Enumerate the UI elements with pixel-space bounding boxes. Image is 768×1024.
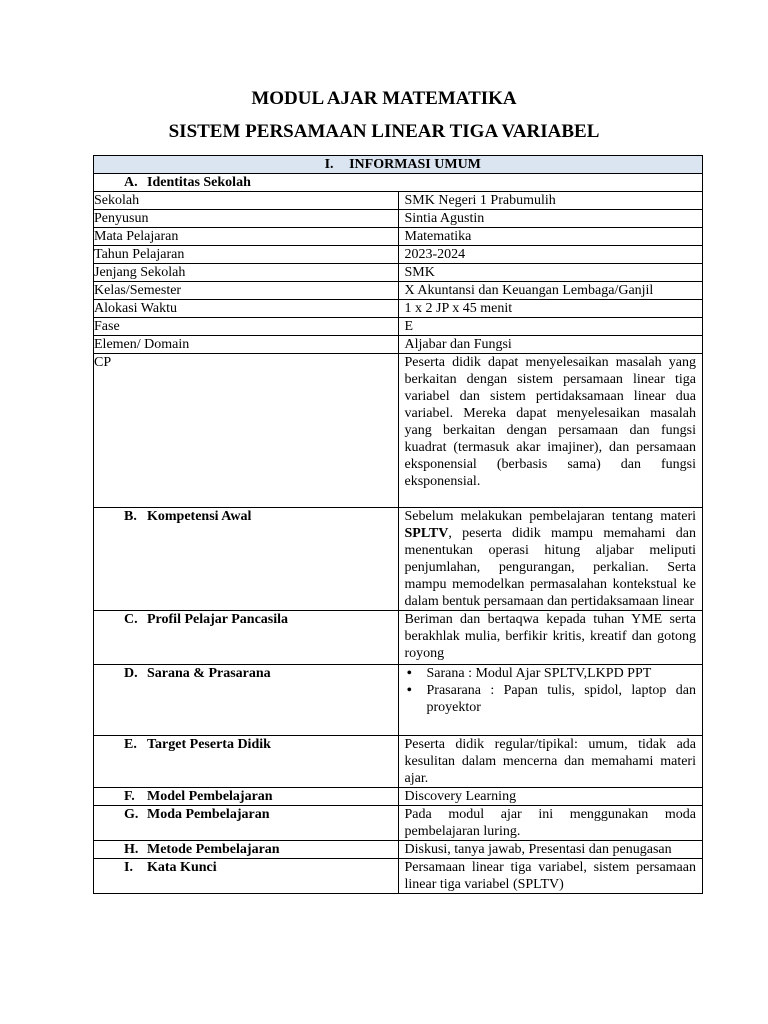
- table-row: [94, 192, 703, 210]
- sarana-list: [405, 665, 697, 716]
- kompetensi-heading: [94, 508, 392, 525]
- moda-letter: G.: [124, 807, 139, 822]
- list-item: • Sarana : Modul Ajar SPLTV,LKPD PPT: [405, 665, 697, 682]
- document-subtitle: SISTEM PERSAMAAN LINEAR TIGA VARIABEL: [168, 121, 600, 142]
- table-row: [94, 246, 703, 264]
- row-label: Fase: [94, 318, 399, 336]
- kata-kunci-letter: I.: [124, 860, 133, 875]
- sarana-heading: [94, 665, 392, 682]
- row-value: SMK: [398, 264, 703, 282]
- profil-row: [94, 611, 703, 665]
- metode-heading: [94, 841, 392, 858]
- table-row: [94, 318, 703, 336]
- kompetensi-row: [94, 508, 703, 611]
- table-row: [94, 228, 703, 246]
- kompetensi-letter: B.: [124, 509, 137, 524]
- model-row: [94, 788, 703, 806]
- identitas-heading: [94, 174, 696, 191]
- model-letter: F.: [124, 789, 135, 804]
- metode-value: Diskusi, tanya jawab, Presentasi dan penugasan: [398, 841, 703, 859]
- sarana-value: [398, 665, 703, 736]
- section-label: INFORMASI UMUM: [349, 157, 481, 172]
- moda-label: Moda Pembelajaran: [147, 807, 270, 822]
- row-label: Sekolah: [94, 192, 399, 210]
- model-label: Model Pembelajaran: [147, 789, 273, 804]
- metode-row: [94, 841, 703, 859]
- profil-label: Profil Pelajar Pancasila: [147, 612, 289, 627]
- row-value: X Akuntansi dan Keuangan Lembaga/Ganjil: [398, 282, 703, 300]
- moda-heading: [94, 806, 392, 823]
- row-label: Elemen/ Domain: [94, 336, 399, 354]
- profil-value: Beriman dan bertaqwa kepada tuhan YME serta berakhlak mulia, berfikir kritis, kreatif dan gotong royong: [398, 611, 703, 665]
- row-label: Tahun Pelajaran: [94, 246, 399, 264]
- row-label: CP: [94, 354, 399, 508]
- row-label: Penyusun: [94, 210, 399, 228]
- target-label: Target Peserta Didik: [147, 737, 271, 752]
- row-label: Mata Pelajaran: [94, 228, 399, 246]
- sarana-label: Sarana & Prasarana: [147, 666, 271, 681]
- target-letter: E.: [124, 737, 137, 752]
- identitas-heading-row: [94, 174, 703, 192]
- row-label: Jenjang Sekolah: [94, 264, 399, 282]
- target-value: Peserta didik regular/tipikal: umum, tidak ada kesulitan dalam mencerna dan memahami materi ajar.: [398, 736, 703, 788]
- table-row: [94, 354, 703, 508]
- row-value: Sintia Agustin: [398, 210, 703, 228]
- row-value: Aljabar dan Fungsi: [398, 336, 703, 354]
- identitas-label: Identitas Sekolah: [147, 175, 251, 190]
- section-header-row: [94, 156, 703, 174]
- table-row: [94, 336, 703, 354]
- profil-letter: C.: [124, 612, 138, 627]
- model-value: Discovery Learning: [398, 788, 703, 806]
- kompetensi-value: [398, 508, 703, 611]
- kata-kunci-heading: [94, 859, 392, 876]
- model-heading: [94, 788, 392, 805]
- metode-letter: H.: [124, 842, 139, 857]
- identitas-letter: A.: [124, 175, 138, 190]
- cp-value: Peserta didik dapat menyelesaikan masalah yang berkaitan dengan sistem persamaan linear tiga variabel dan sistem pertidaksamaan linear dua variabel. Mereka dapat menyelesaikan masalah yang berkaitan dengan persamaan dan fungsi kuadrat (termasuk akar imajiner), dan persamaan eksponensial (berbasis sama) dan fungsi eksponensial.: [398, 354, 703, 508]
- sarana-letter: D.: [124, 666, 138, 681]
- section-header: [94, 156, 703, 174]
- kompetensi-text-post: , peserta didik mampu memahami dan menentukan operasi hitung aljabar meliputi penjumlahan, pengurangan, perkalian. Serta mampu memodelkan permasalahan kontekstual ke dalam bentuk persamaan dan pertidaksamaan linear: [404, 526, 696, 609]
- moda-row: [94, 806, 703, 841]
- target-row: [94, 736, 703, 788]
- table-row: [94, 300, 703, 318]
- informasi-umum-table: [93, 155, 703, 894]
- sarana-row: [94, 665, 703, 736]
- row-label: Kelas/Semester: [94, 282, 399, 300]
- metode-label: Metode Pembelajaran: [147, 842, 280, 857]
- row-value: 2023-2024: [398, 246, 703, 264]
- row-value: 1 x 2 JP x 45 menit: [398, 300, 703, 318]
- kompetensi-text-pre: Sebelum melakukan pembelajaran tentang materi: [404, 509, 696, 524]
- table-row: [94, 210, 703, 228]
- table-row: [94, 282, 703, 300]
- document-title: MODUL AJAR MATEMATIKA: [251, 88, 517, 109]
- kompetensi-text-bold: SPLTV: [404, 526, 449, 541]
- row-value: Matematika: [398, 228, 703, 246]
- moda-value: Pada modul ajar ini menggunakan moda pembelajaran luring.: [398, 806, 703, 841]
- target-heading: [94, 736, 392, 753]
- profil-heading: [94, 611, 392, 628]
- section-number: I.: [324, 157, 334, 172]
- kompetensi-label: Kompetensi Awal: [147, 509, 252, 524]
- kata-kunci-row: [94, 859, 703, 894]
- row-label: Alokasi Waktu: [94, 300, 399, 318]
- kata-kunci-label: Kata Kunci: [147, 860, 217, 875]
- row-value: E: [398, 318, 703, 336]
- row-value: SMK Negeri 1 Prabumulih: [398, 192, 703, 210]
- kata-kunci-value: Persamaan linear tiga variabel, sistem persamaan linear tiga variabel (SPLTV): [398, 859, 703, 894]
- table-row: [94, 264, 703, 282]
- list-item: • Prasarana : Papan tulis, spidol, laptop dan proyektor: [405, 682, 697, 716]
